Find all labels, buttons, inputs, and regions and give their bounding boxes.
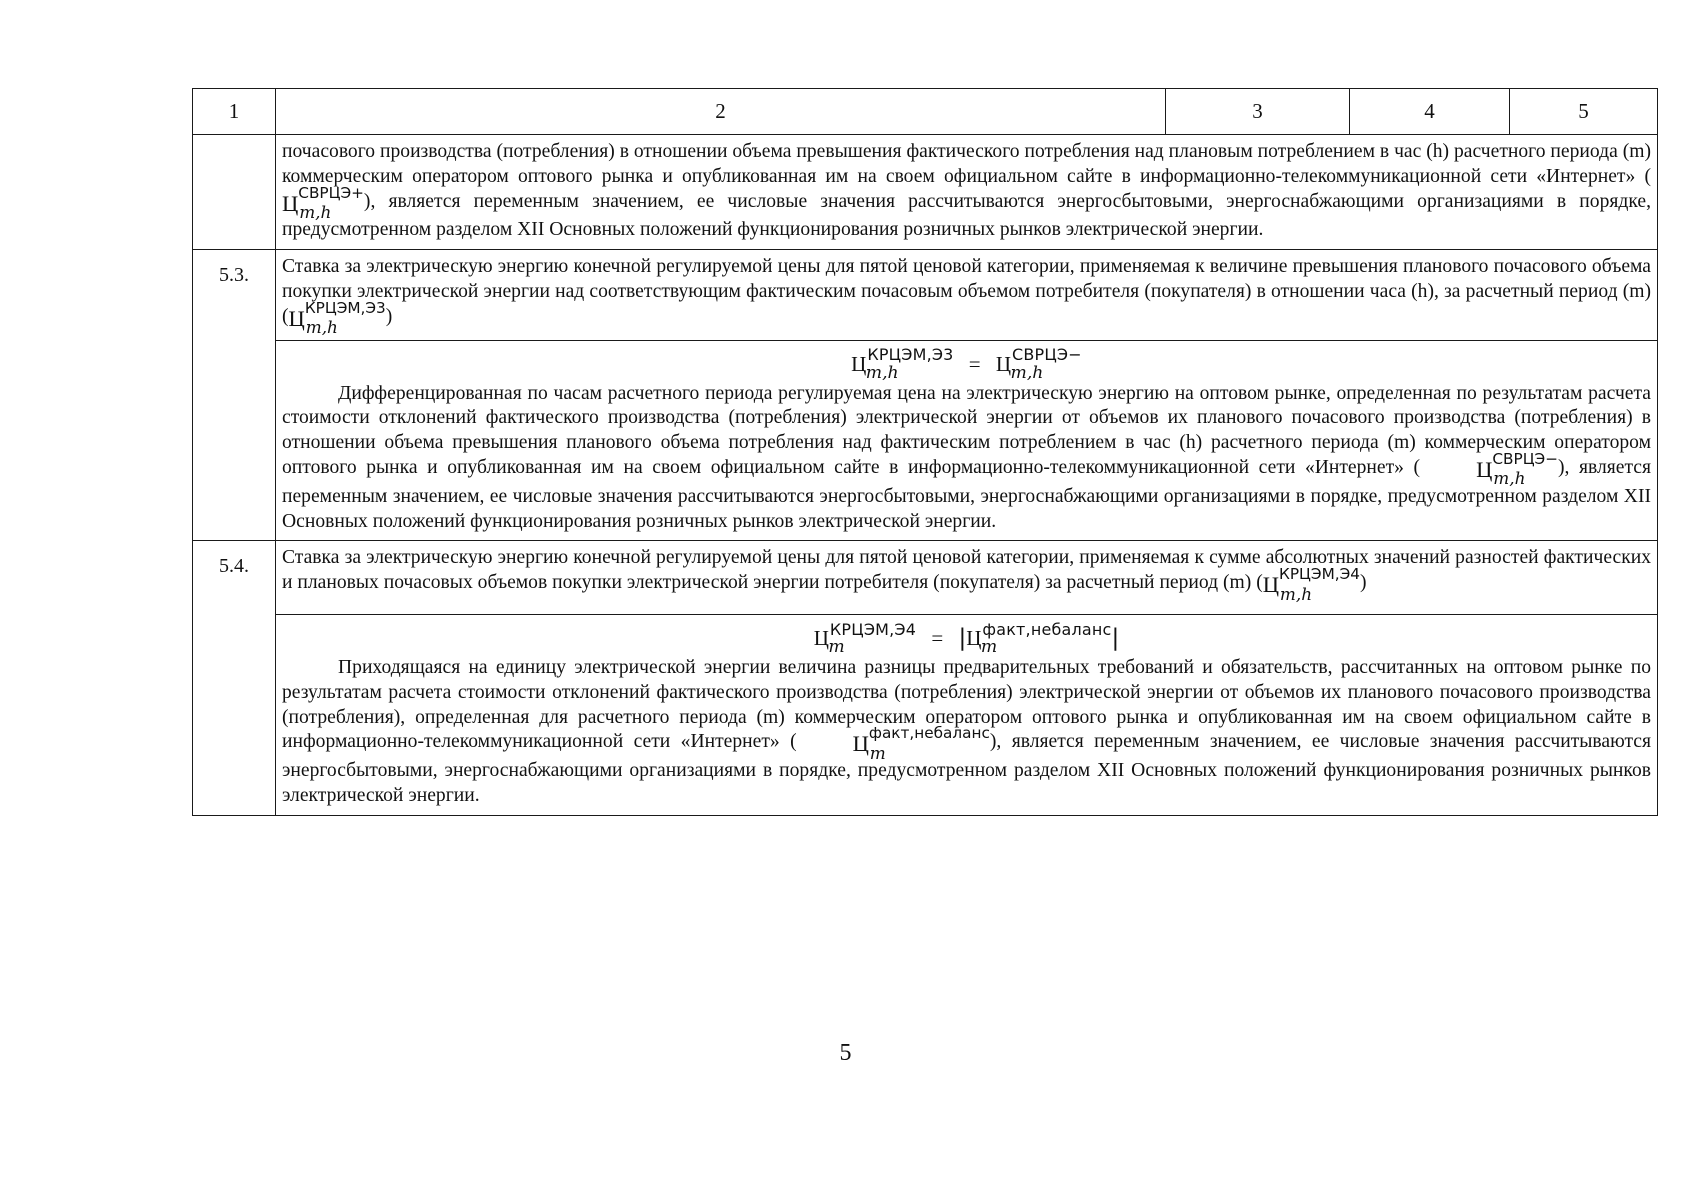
row-number-cell	[193, 135, 276, 250]
regulation-table	[192, 88, 1658, 816]
formula-lhs-symbol: $Ц^{КРЦЭМ,Э4}$ m	[813, 619, 917, 657]
price-symbol-svrce-plus: $Ц^{СВРЦЭ+}$ m,h	[282, 183, 364, 222]
formula-lhs-symbol: $Ц^{КРЦЭМ,Э3}$ m,h	[851, 345, 954, 383]
formula-5-4: $Ц^{КРЦЭМ,Э4}$ m = $|Ц^{факт,небаланс}$ m |	[813, 619, 1120, 657]
price-symbol-krcem-e4: $Ц^{КРЦЭМ,Э4}$ m,h	[1262, 565, 1360, 604]
row-5-4-description: Приходящаяся на единицу электрической энергии величина разницы предварительных требований и обязательств, рассчитанных на оптовом рынке по результатам расчета стоимости отклонений фактического производства (потребления) электрической энергии от объемов их планового почасового производства (потребления), определенная для расчетного периода (m) коммерческим оператором оптового рынка и опубликованная им на своем официальном сайте в информационно-телекоммуникационной сети «Интернет» ( $Ц^{факт,небаланс}$ m ), является переменным значением, ее числовые значения рассчитываются энергосбытовыми, энергоснабжающими организациями в порядке, предусмотренном разделом XII Основных положений функционирования розничных рынков электрической энергии.	[282, 656, 1651, 806]
row-number-5-3: 5.3.	[193, 250, 276, 541]
row-5-3-description: Дифференцированная по часам расчетного периода регулируемая цена на электрическую энергию на оптовом рынке, определенная по результатам расчета стоимости отклонений фактического производства (потребления) электрической энергии от объемов их планового почасового производства (потребления) в отношении объема превышения планового объема потребления над фактическим потреблением в час (h) расчетного периода (m) коммерческим оператором оптового рынка и опубликованная им на своем официальном сайте в информационно-телекоммуникационной сети «Интернет» ( $Ц^{СВРЦЭ-}$ m,h ), является переменным значением, ее числовые значения рассчитываются энергосбытовыми, энергоснабжающими организациями в порядке, предусмотренном разделом XII Основных положений функционирования розничных рынков электрической энергии.	[282, 382, 1651, 532]
header-col-5: 5	[1510, 89, 1658, 135]
header-col-2: 2	[276, 89, 1166, 135]
row-5-3-title: Ставка за электрическую энергию конечной регулируемой цены для пятой ценовой категории, применяемая к величине превышения планового почасового объема покупки электрической энергии над соответствующим фактическим почасовым объемом потребителя (покупателя) в отношении часа (h), за расчетный период (m) ($Ц^{КРЦЭМ,Э3}$ m,h )	[282, 256, 1651, 338]
formula-5-3: $Ц^{КРЦЭМ,Э3}$ m,h = $Ц^{СВРЦЭ-}$ m,h	[851, 345, 1082, 383]
row-5-3-title-cell	[276, 250, 1658, 340]
row-5-4-title: Ставка за электрическую энергию конечной регулируемой цены для пятой ценовой категории, применяемая к сумме абсолютных значений разностей фактических и плановых почасовых объемов покупки электрической энергии потребителя (покупателя) за расчетный период (m) ($Ц^{КРЦЭМ,Э4}$ m,h )	[282, 547, 1651, 604]
table-row-5-3-formula	[193, 340, 1658, 541]
row-5-4-formula-cell	[276, 614, 1658, 815]
page-number: 5	[839, 1040, 852, 1066]
row-5-3-formula-cell	[276, 340, 1658, 541]
continuation-text-cell	[276, 135, 1658, 250]
table-row	[193, 135, 1658, 250]
table-row-5-4	[193, 541, 1658, 615]
table-row-5-4-formula	[193, 614, 1658, 815]
formula-rhs-symbol: $Ц^{факт,небаланс}$ m	[966, 619, 1112, 657]
header-col-1: 1	[193, 89, 276, 135]
price-symbol-svrce-minus: $Ц^{СВРЦЭ-}$ m,h	[1476, 449, 1558, 489]
table-row-5-3	[193, 250, 1658, 340]
row-5-4-title-cell	[276, 541, 1658, 615]
price-symbol-krcem-e3: $Ц^{КРЦЭМ,Э3}$ m,h	[288, 298, 386, 338]
header-col-3: 3	[1166, 89, 1350, 135]
formula-rhs-symbol: $Ц^{СВРЦЭ-}$ m,h	[995, 345, 1082, 383]
row-number-5-4: 5.4.	[193, 541, 276, 815]
table-header-row	[193, 89, 1658, 135]
header-col-4: 4	[1350, 89, 1510, 135]
continuation-paragraph: почасового производства (потребления) в отношении объема превышения фактического потребления над плановым потреблением в час (h) расчетного периода (m) коммерческим оператором оптового рынка и опубликованная им на своем официальном сайте в информационно-телекоммуникационной сети «Интернет» ($Ц^{СВРЦЭ+}$ m,h ), является переменным значением, ее числовые значения рассчитываются энергосбытовыми, энергоснабжающими организациями в порядке, предусмотренном разделом XII Основных положений функционирования розничных рынков электрической энергии.	[282, 141, 1651, 241]
price-symbol-fakt-nebalans: $Ц^{факт,небаланс}$ m	[852, 724, 990, 763]
